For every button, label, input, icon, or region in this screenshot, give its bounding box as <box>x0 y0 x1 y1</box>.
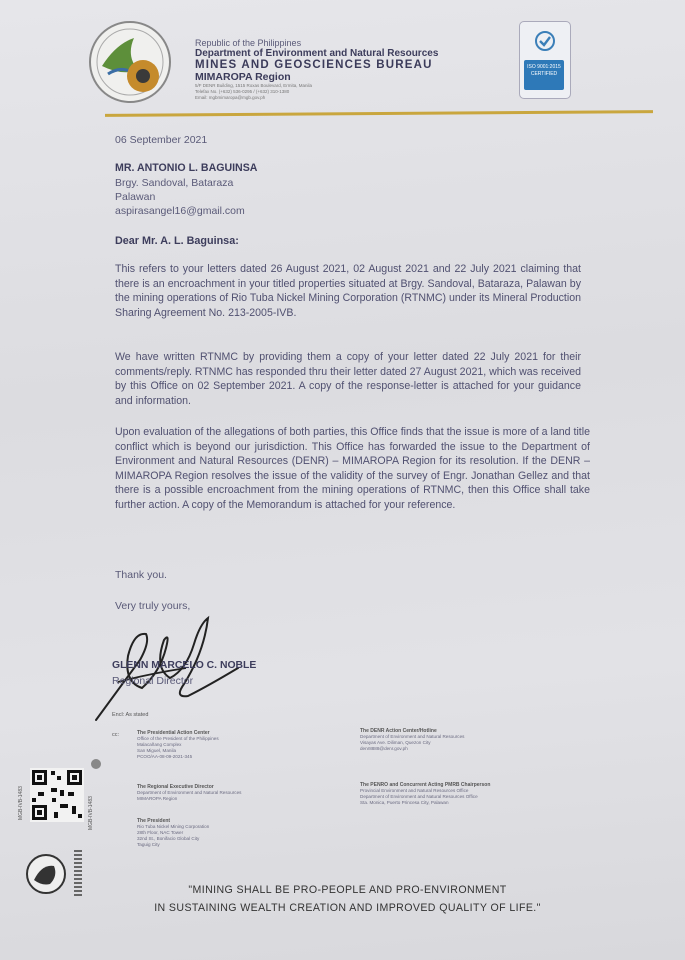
paragraph-3: Upon evaluation of the allegations of both parties, this Office finds that the issue is more of a land title conflict which is beyond our jurisdiction. This Office has forwarded the issue to the Department of Environment and Natural Resources (DENR) – MIMAROPA Region for its resolution. If the DENR – MIMAROPA Region resolves the issue of the validity of the survey of Engr. Jonathan Gellez and that there is a possible encroachment from the mining operations of RTNMC, then this Office shall take further action. A copy of the Memorandum is attached for your reference. <box>115 426 590 511</box>
iso-certification-badge <box>519 21 571 99</box>
letterhead-divider <box>105 110 653 117</box>
cc-line: 28th Floor, NAC Tower <box>137 830 184 835</box>
cc-title: The Regional Executive Director <box>137 784 214 790</box>
paragraph-2: We have written RTNMC by providing them a copy of your letter dated 22 July 2021 for their comments/reply. RTNMC has responded thru their letter dated 27 August 2021, which was received by this Office on 02 September 2021. A copy of the response-letter is attached for your guidance and information. <box>115 351 581 407</box>
cc-entry-4 <box>360 782 575 806</box>
cc-entry-3 <box>137 784 337 802</box>
salutation: Dear Mr. A. L. Baguinsa: <box>115 235 239 247</box>
enclosure-note: Encl: As stated <box>112 712 149 718</box>
cc-line: Department of Environment and Natural Resources Office <box>360 794 478 799</box>
qr-doc-number: MGB-IVB-1483 <box>18 786 24 820</box>
phone-line: Telefax No. (+632) 536-0295 / (+632) 310-1380 <box>195 89 290 94</box>
thank-you: Thank you. <box>115 569 167 581</box>
department-name: Department of Environment and Natural Resources <box>195 48 439 59</box>
cc-entry-2 <box>360 728 570 752</box>
cc-line: San Miguel, Manila <box>137 748 177 753</box>
cc-entry-1 <box>137 730 327 760</box>
mgb-seal-logo <box>86 16 176 106</box>
cc-title: The DENR Action Center/Hotline <box>360 728 437 734</box>
cc-label: cc: <box>112 732 120 738</box>
cc-line: Malacañang Complex <box>137 742 182 747</box>
recipient-address <box>115 176 245 218</box>
cc-line: Department of Environment and Natural Resources <box>360 734 465 739</box>
cc-line: denr8888@denr.gov.ph <box>360 746 408 751</box>
letterhead <box>195 38 515 101</box>
side-barcode <box>74 850 82 898</box>
cc-line: Office of the President of the Philippines <box>137 736 219 741</box>
address-line: 5/F DENR Building, 1515 Roxas Boulevard, Ermita, Manila <box>195 83 313 88</box>
recipient-email: aspirasangel16@gmail.com <box>115 205 245 217</box>
cc-entry-5 <box>137 818 327 848</box>
qr-code <box>30 768 84 822</box>
cc-line: Provincial Environment and Natural Resources Office <box>360 788 469 793</box>
bureau-name: MINES AND GEOSCIENCES BUREAU <box>195 59 433 71</box>
cc-title: The President <box>137 818 171 824</box>
cc-line: Rio Tuba Nickel Mining Corporation <box>137 824 210 829</box>
signatory-name: GLENN MARCELO C. NOBLE <box>112 660 257 671</box>
side-doc-number: MGB-IVB-1483 <box>88 796 94 830</box>
iso-label: ISO 9001:2015 CERTIFIED <box>524 60 564 90</box>
closing: Very truly yours, <box>115 600 191 612</box>
paragraph-1: This refers to your letters dated 26 August 2021, 02 August 2021 and 22 July 2021 claiming that there is an encroachment in your titled properties situated at Brgy. Sandoval, Bataraza, Palawan by the mining operations of Rio Tuba Nickel Mining Corporation (RTNMC) under its Mineral Production Sharing Agreement No. 213-2005-IVB. <box>115 263 581 319</box>
cc-line: Visayas Ave. Diliman, Quezon City <box>360 740 431 745</box>
cc-line: PCOO/AA-08-09-2021-345 <box>137 754 193 759</box>
check-circle-icon <box>534 30 556 52</box>
recipient-name: MR. ANTONIO L. BAGUINSA <box>115 162 258 174</box>
letter-date: 06 September 2021 <box>115 134 208 146</box>
cc-line: Sta. Monica, Puerto Princesa City, Palawan <box>360 800 449 805</box>
mgb-seal-small-icon <box>90 758 102 770</box>
signatory-title: Regional Director <box>112 675 194 687</box>
address-line-1: Brgy. Sandoval, Bataraza <box>115 177 234 189</box>
email-line: Email: mgbmimaropa@mgb.gov.ph <box>195 95 266 100</box>
ph-seal-icon <box>24 852 68 896</box>
region-name: MIMAROPA Region <box>195 71 291 83</box>
cc-title: The PENRO and Concurrent Acting PMRB Chairperson <box>360 782 491 788</box>
address-line-2: Palawan <box>115 191 156 203</box>
republic-line: Republic of the Philippines <box>195 38 302 48</box>
motto-line-1: "MINING SHALL BE PRO-PEOPLE AND PRO-ENVIRONMENT <box>188 884 507 896</box>
motto-line-2: IN SUSTAINING WEALTH CREATION AND IMPROVED QUALITY OF LIFE." <box>154 902 541 914</box>
cc-line: Department of Environment and Natural Resources <box>137 790 242 795</box>
cc-line: Taguig City <box>137 842 160 847</box>
cc-line: 32nd St., Bonifacio Global City <box>137 836 200 841</box>
cc-title: The Presidential Action Center <box>137 730 210 736</box>
cc-line: MIMAROPA Region <box>137 796 178 801</box>
